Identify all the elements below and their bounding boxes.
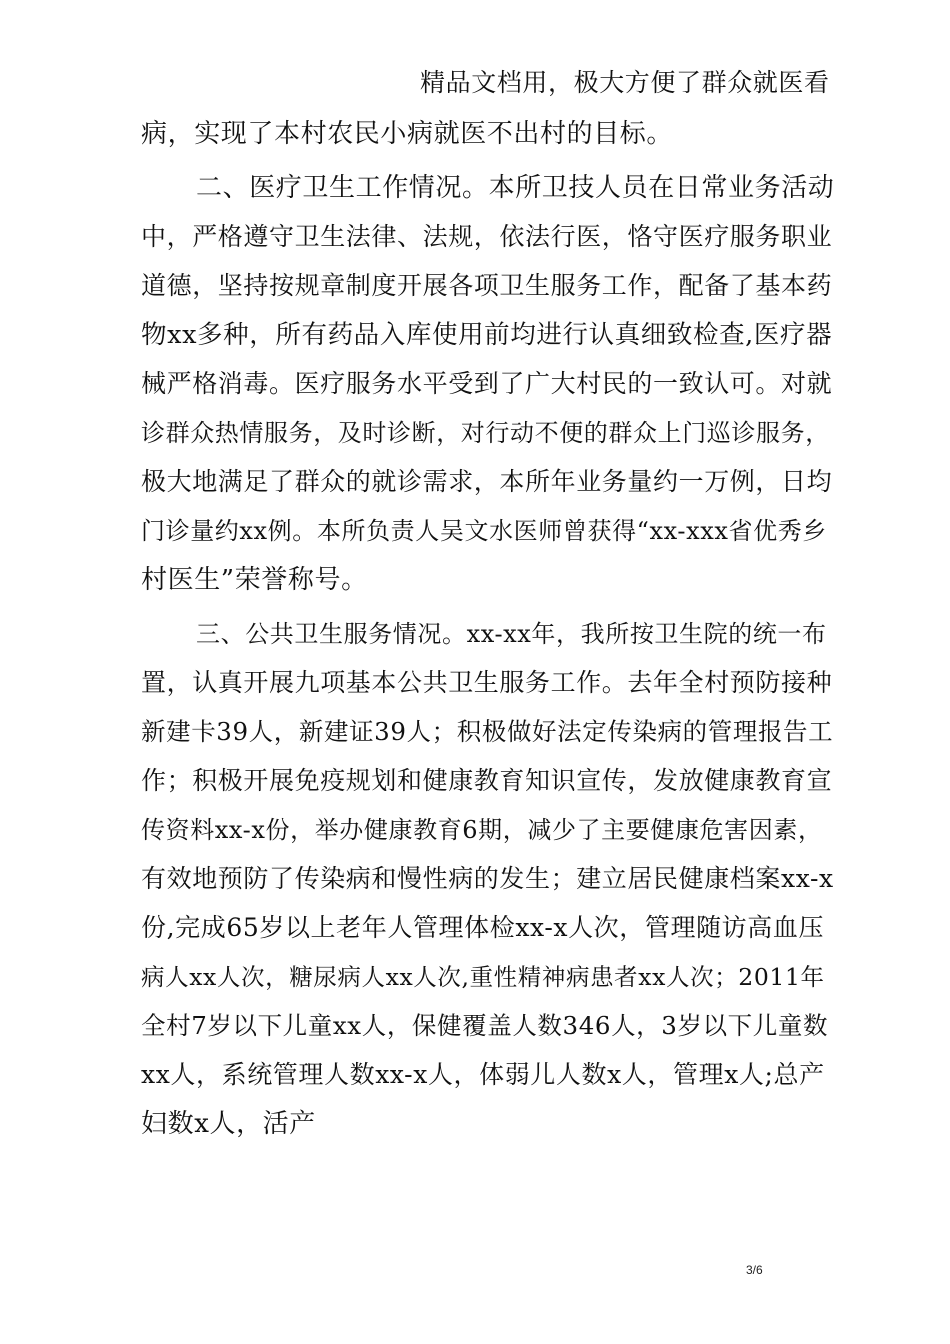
text-line: 诊群众热情服务，及时诊断，对行动不便的群众上门巡诊服务， — [141, 419, 830, 447]
text-line: 传资料xx-x份，举办健康教育6期，减少了主要健康危害因素， — [141, 816, 823, 844]
text-line: 新建卡39人，新建证39人；积极做好法定传染病的管理报告工 — [141, 717, 834, 746]
text-line: 作；积极开展免疫规划和健康教育知识宣传，发放健康教育宣 — [141, 766, 833, 795]
text-line: xx人，系统管理人数xx-x人，体弱儿人数x人，管理x人;总产 — [141, 1060, 825, 1089]
text-line: 械严格消毒。医疗服务水平受到了广大村民的一致认可。对就 — [141, 369, 833, 398]
text-line: 全村7岁以下儿童xx人，保健覆盖人数346人，3岁以下儿童数 — [141, 1011, 829, 1040]
text-line: 门诊量约xx例。本所负责人吴文水医师曾获得“xx-xxx省优秀乡 — [141, 517, 827, 545]
text-line: 三、公共卫生服务情况。xx-xx年，我所按卫生院的统一布 — [196, 620, 827, 648]
text-line: 物xx多种，所有药品入库使用前均进行认真细致检查,医疗器 — [141, 320, 833, 350]
text-line: 病人xx人次，糖尿病人xx人次,重性精神病患者xx人次；2011年 — [141, 963, 825, 991]
text-line: 置，认真开展九项基本公共卫生服务工作。去年全村预防接种 — [141, 668, 833, 697]
page-number: 3/6 — [746, 1263, 763, 1277]
text-line: 二、医疗卫生工作情况。本所卫技人员在日常业务活动 — [196, 173, 835, 203]
text-line: 道德，坚持按规章制度开展各项卫生服务工作，配备了基本药 — [141, 271, 833, 300]
text-line: 精品文档用，极大方便了群众就医看 — [420, 68, 830, 97]
text-line: 份,完成65岁以上老年人管理体检xx-x人次，管理随访高血压 — [141, 913, 825, 942]
text-line: 妇数x人，活产 — [141, 1109, 316, 1139]
text-line: 中，严格遵守卫生法律、法规，依法行医，恪守医疗服务职业 — [141, 222, 833, 251]
text-line: 病，实现了本村农民小病就医不出村的目标。 — [141, 119, 674, 149]
text-line: 极大地满足了群众的就诊需求，本所年业务量约一万例，日均 — [141, 467, 833, 496]
text-line: 有效地预防了传染病和慢性病的发生；建立居民健康档案xx-x — [141, 864, 834, 893]
text-line: 村医生”荣誉称号。 — [141, 565, 368, 595]
